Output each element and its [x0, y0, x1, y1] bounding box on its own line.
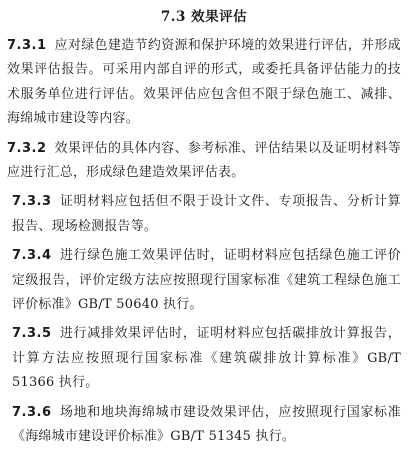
- clause-7-3-6: [7, 401, 401, 450]
- clause-7-3-3: [7, 190, 401, 239]
- clause-text: 进行减排效果评估时，证明材料应包括碳排放计算报告，计算方法应按照现行国家标准《建筑碳排放计算标准》GB/T 51366 执行。: [12, 326, 401, 391]
- clause-7-3-4: [7, 244, 401, 317]
- clause-text: 效果评估的具体内容、参考标准、评估结果以及证明材料等应进行汇总，形成绿色建造效果评估表。: [7, 140, 401, 181]
- clause-number: 7.3.3: [12, 194, 52, 210]
- clause-number: 7.3.1: [7, 38, 47, 53]
- clause-number: 7.3.6: [12, 404, 52, 420]
- clause-number: 7.3.2: [7, 140, 47, 156]
- clause-text: 证明材料应包括但不限于设计文件、专项报告、分析计算报告、现场检测报告等。: [12, 194, 401, 234]
- clause-text: 进行绿色施工效果评估时，证明材料应包括绿色施工评价定级报告，评价定级方法应按照现行国家标准《建筑工程绿色施工评价标准》GB/T 50640 执行。: [12, 248, 401, 313]
- clause-text: 应对绿色建造节约资源和保护环境的效果进行评估，并形成效果评估报告。可采用内部自评的形式，或委托具备评估能力的技术服务单位进行评估。效果评估应包含但不限于绿色施工、减排、海绵城市建设等内容。: [7, 38, 401, 127]
- clause-7-3-1: [7, 34, 401, 132]
- section-title: 7.3 效果评估: [160, 9, 248, 25]
- clause-text: 场地和地块海绵城市建设效果评估，应按照现行国家标准《海绵城市建设评价标准》GB/T 51345 执行。: [12, 404, 401, 445]
- clause-number: 7.3.4: [12, 248, 52, 264]
- clause-7-3-2: [7, 137, 401, 186]
- clause-7-3-5: [7, 322, 401, 395]
- clause-number: 7.3.5: [12, 326, 52, 342]
